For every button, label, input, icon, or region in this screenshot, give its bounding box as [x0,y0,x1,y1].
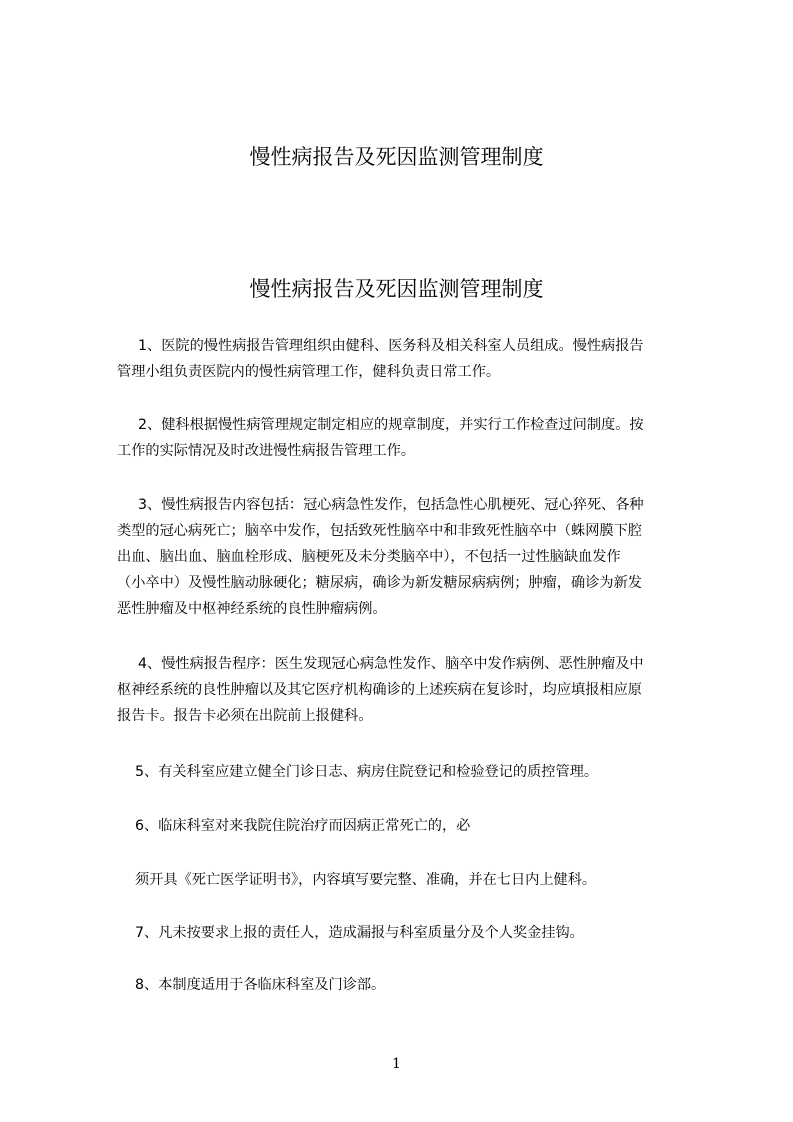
paragraph-line: 4、慢性病报告程序：医生发现冠心病急性发作、脑卒中发作病例、恶性肿瘤及中 [138,656,644,672]
paragraph-line: 出血、脑出血、脑血栓形成、脑梗死及未分类脑卒中），不包括一过性脑缺血发作 [117,549,621,565]
paragraph-line: 报告卡。报告卡必须在出院前上报健科。 [117,708,373,724]
paragraph-6 [117,813,711,839]
paragraph-line: 1、医院的慢性病报告管理组织由健科、医务科及相关科室人员组成。慢性病报告 [138,338,644,354]
paragraph-line: 8、本制度适用于各临床科室及门诊部。 [135,977,386,993]
paragraph-line: 类型的冠心病死亡；脑卒中发作，包括致死性脑卒中和非致死性脑卒中（蛛网膜下腔 [117,523,642,539]
document-title-top: 慢性病报告及死因监测管理制度 [249,145,544,169]
paragraph-line: 7、凡未按要求上报的责任人，造成漏报与科室质量分及个人奖金挂钩。 [135,925,584,941]
paragraph-8 [117,972,711,998]
paragraph-line: 6、临床科室对来我院住院治疗而因病正常死亡的，必 [135,818,471,834]
paragraph-line: （小卒中）及慢性脑动脉硬化；糖尿病，确诊为新发糖尿病病例；肿瘤，确诊为新发 [117,575,642,591]
paragraph-1 [117,333,711,385]
paragraph-line: 5、有关科室应建立健全门诊日志、病房住院登记和检验登记的质控管理。 [135,764,599,780]
paragraph-line: 2、健科根据慢性病管理规定制定相应的规章制度，并实行工作检查过问制度。按 [138,417,644,433]
paragraph-line: 须开具《死亡医学证明书》，内容填写要完整、准确，并在七日内上健科。 [135,872,597,888]
paragraph-6-continued [117,867,711,893]
paragraph-7 [117,920,711,946]
paragraph-4 [117,651,711,729]
paragraph-line: 管理小组负责医院内的慢性病管理工作，健科负责日常工作。 [117,364,501,380]
paragraph-line: 恶性肿瘤及中枢神经系统的良性肿瘤病例。 [117,601,387,617]
paragraph-line: 3、慢性病报告内容包括：冠心病急性发作，包括急性心肌梗死、冠心猝死、各种 [138,497,644,513]
paragraph-2 [117,412,711,464]
paragraph-line: 工作的实际情况及时改进慢性病报告管理工作。 [117,443,415,459]
paragraph-line: 枢神经系统的良性肿瘤以及其它医疗机构确诊的上述疾病在复诊时，均应填报相应原 [117,682,642,698]
page-number: 1 [392,1056,401,1072]
paragraph-5 [117,759,711,785]
document-title-main: 慢性病报告及死因监测管理制度 [249,277,544,301]
paragraph-3 [117,492,711,622]
